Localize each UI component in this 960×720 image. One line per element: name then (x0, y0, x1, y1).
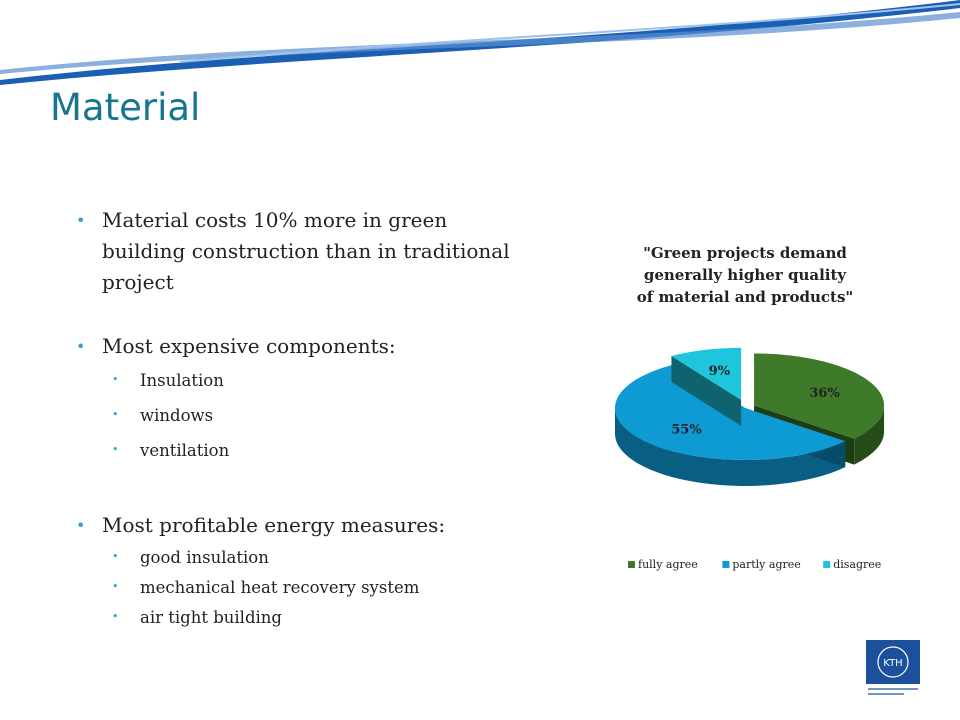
slide-title: Material (50, 86, 201, 129)
bullet-dot-icon: • (112, 408, 119, 421)
pie-chart (580, 230, 910, 590)
legend-label: fully agree (638, 558, 698, 571)
sub-bullet (112, 441, 516, 476)
sub-bullet (112, 548, 516, 578)
sub-bullet-text: Insulation (140, 371, 224, 390)
bullet-profitable-measures (76, 510, 516, 638)
sub-bullet (112, 406, 516, 441)
bullet-dot-icon: • (112, 580, 119, 593)
bullet-dot-icon: • (112, 443, 119, 456)
sub-bullet-text: air tight building (140, 608, 282, 627)
bullet-material-costs (76, 205, 516, 309)
data-label-disagree: 9% (708, 363, 731, 379)
sub-bullet (112, 371, 516, 406)
sub-bullet-list (76, 371, 516, 476)
logo-text: KTH (883, 658, 903, 669)
bullet-expensive-components (76, 331, 516, 476)
bullet-text: Most profitable energy measures: (102, 513, 446, 537)
legend-swatch (628, 561, 635, 568)
data-label-fully-agree: 36% (809, 386, 840, 402)
bullet-text: Material costs 10% more in green building construction than in traditional project (102, 208, 510, 294)
sub-bullet-list (76, 548, 516, 638)
kth-logo (864, 638, 922, 700)
bullet-text: Most expensive components: (102, 334, 396, 358)
sub-bullet-text: mechanical heat recovery system (140, 578, 420, 597)
legend-swatch (722, 561, 729, 568)
bullet-list (76, 205, 516, 638)
sub-bullet-text: good insulation (140, 548, 269, 567)
sub-bullet (112, 608, 516, 638)
legend-label: disagree (833, 558, 882, 571)
bullet-dot-icon: • (76, 211, 86, 230)
chart-title: "Green projects demand generally higher quality of material and products" (636, 244, 854, 306)
bullet-dot-icon: • (76, 516, 86, 535)
header-swoosh (0, 0, 960, 90)
sub-bullet (112, 578, 516, 608)
bullet-dot-icon: • (76, 337, 86, 356)
legend-label: partly agree (732, 558, 801, 571)
sub-bullet-text: windows (140, 406, 214, 425)
bullet-dot-icon: • (112, 610, 119, 623)
bullet-dot-icon: • (112, 373, 119, 386)
data-label-partly-agree: 55% (671, 422, 702, 438)
legend-swatch (823, 561, 830, 568)
bullet-dot-icon: • (112, 550, 119, 563)
sub-bullet-text: ventilation (140, 441, 230, 460)
